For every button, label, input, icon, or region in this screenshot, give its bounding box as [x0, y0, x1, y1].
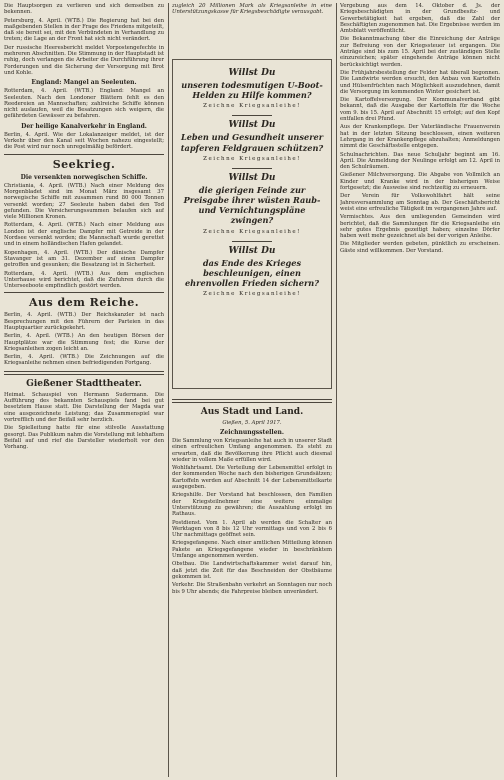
article-text: Kopenhagen, 4. April. (WTB.) Der dänische Dampfer Stavanger ist am 31. Dezember auf einen Dampfer getroffen und gesunken; die Besatzung ist in Sicherheit. [4, 249, 164, 269]
article-text: Wohlfahrtsamt. Die Verteilung der Lebensmittel erfolgt in der kommenden Woche nach den bisherigen Grundsätzen; Kartoffeln werden auf Abschnitt 14 der Lebensmittelkarte ausgegeben. [172, 465, 332, 491]
article-text: Rotterdam, 4. April. (WTB.) England: Mangel an Seeleuten. Nach den Londoner Blättern fehlt es den Reedereien an Mannschaften; zahlreiche Schiffe können nicht auslaufen, weil die Besatzungen sich weigern, die gefährdeten Gewässer zu befahren. [4, 88, 164, 120]
article-text: Obstbau. Die Landwirtschaftskammer weist darauf hin, daß jetzt die Zeit für das Beschneiden der Obstbäume gekommen ist. [172, 561, 332, 580]
column-rule [168, 3, 169, 777]
ad-slogan: Zeichne Kriegsanleihe! [203, 291, 301, 298]
newspaper-page [4, 3, 500, 777]
ad-block [179, 120, 325, 161]
section-title-seekrieg: Seekrieg. [52, 157, 116, 171]
article-text: Berlin, 4. April. Wie der Lokalanzeiger meldet, ist der Verkehr über den Kanal seit Wochen nahezu eingestellt; die Post wird nur noch unregelmäßig befördert. [4, 131, 164, 151]
article-text: Aus der Krankenpflege. Der Vaterländische Frauenverein hat in der letzten Sitzung beschlossen, einen weiteren Lehrgang in der Krankenpflege abzuhalten; Anmeldungen nimmt die Geschäftsstelle entgegen. [340, 124, 500, 150]
section-heading: Der heilige Kanalverkehr in England. [21, 122, 147, 130]
article-text: Vergebung aus dem 14. Oktober d. Js. der Kriegsbeschädigten in der Grundbesitz- und Gewerbetätigkeit hat ergeben, daß die Zahl der Beschäftigten zugenommen hat. Die Ergebnisse werden im Amtsblatt veröffentlicht. [340, 3, 500, 35]
section-heading: Zeichnungsstellen. [220, 429, 284, 436]
article-text: Verkehr. Die Straßenbahn verkehrt an Sonntagen nur noch bis 9 Uhr abends; die Fahrpreise bleiben unverändert. [172, 582, 332, 595]
section-title-reich: Aus dem Reiche. [28, 296, 140, 310]
article-text: Heimat. Schauspiel von Hermann Sudermann. Die Aufführung des bekannten Schauspiels fand bei gut besetztem Hause statt. Die Darstellung der Magda war eine ausgezeichnete Leistung; das Zusammenspiel war vortrefflich und der Beifall sehr herzlich. [4, 391, 164, 423]
article-text: Der Verein für Volkswohlfahrt hält seine Jahresversammlung am Sonntag ab. Der Geschäftsbericht weist eine erfreuliche Tätigkeit im vergangenen Jahre auf. [340, 193, 500, 212]
article-text: zugleich 20 Millionen Mark als Kriegsanleihe in eine Unterstützungskasse für Kriegsbeschädigte verausgabt. [172, 3, 332, 16]
article-text: Die Mitglieder werden gebeten, pünktlich zu erscheinen. Gäste sind willkommen. Der Vorstand. [340, 241, 500, 254]
divider [232, 241, 272, 242]
article-text: Christiania, 4. April. (WTB.) Nach einer Meldung des Morgenbladet sind im Monat März insgesamt 37 norwegische Schiffe mit zusammen rund 80 000 Tonnen versenkt worden; 27 Seeleute haben dabei den Tod gefunden. Die Versicherungssummen belaufen sich auf viele Millionen Kronen. [4, 182, 164, 221]
divider [4, 154, 164, 155]
article-text: Die Hauptsorgen zu verlieren und sich demselben zu bekennen. [4, 3, 164, 16]
ad-block [179, 246, 325, 298]
article-text: Berlin, 4. April. (WTB.) Der Reichskanzler ist nach Besprechungen mit den Führern der Parteien in das Hauptquartier zurückgekehrt. [4, 312, 164, 331]
ad-heading: Willst Du [228, 245, 276, 256]
article-text: Kriegshilfe. Der Vorstand hat beschlossen, den Familien der Kriegsteilnehmer eine weitere einmalige Unterstützung zu gewähren; die Auszahlung erfolgt im Rathaus. [172, 492, 332, 518]
article-text: Die Sammlung von Kriegsanleihe hat auch in unserer Stadt einen erfreulichen Umfang angenommen. Es steht zu erwarten, daß die Bevölkerung ihre Pflicht auch diesmal wieder in vollem Maße erfüllen wird. [172, 438, 332, 463]
ad-question: Leben und Gesundheit unserer tapferen Feldgrauen schützen? [180, 132, 324, 153]
article-text: Der russische Heeresbericht meldet Vorpostengefechte in mehreren Abschnitten. Die Stimmung in der Hauptstadt ist ruhig, doch verlangen die Arbeiter die Durchführung ihrer Forderungen und die Sicherung der Versorgung mit Brot und Kohle. [4, 44, 164, 76]
article-text: Die Frühjahrsbestellung der Felder hat überall begonnen. Die Landwirte werden ersucht, den Anbau von Kartoffeln und Hülsenfrüchten nach Möglichkeit auszudehnen, damit die Versorgung im kommenden Winter gesichert ist. [340, 69, 500, 95]
section-title-local: Aus Stadt und Land. [200, 407, 304, 417]
article-text: Gießener Milchversorgung. Die Abgabe von Vollmilch an Kinder und Kranke wird in der bisherigen Weise fortgesetzt; die Ausweise sind rechtzeitig zu erneuern. [340, 172, 500, 192]
article-text: Rotterdam, 4. April. (WTB.) Aus dem englischen Unterhause wird berichtet, daß die Zufuhren durch die Unterseeboote empfindlich gestört werden. [4, 270, 164, 290]
article-text: Vermischtes. Aus den umliegenden Gemeinden wird berichtet, daß die Sammlungen für die Kriegsanleihe ein sehr gutes Ergebnis gezeitigt haben; einzelne Dörfer haben weit mehr gezeichnet als bei der vorigen Anleihe. [340, 214, 500, 240]
ad-heading: Willst Du [228, 172, 276, 183]
column-right [340, 3, 500, 256]
ad-question: die gierigen Feinde zur Preisgabe ihrer wüsten Raub- und Vernichtungspläne zwingen? [183, 184, 321, 226]
article-text: Berlin, 4. April. (WTB.) Die Zeichnungen auf die Kriegsanleihe nehmen einen befriedigenden Fortgang. [4, 354, 164, 367]
ad-block [179, 68, 325, 109]
article-text: Schulnachrichten. Das neue Schuljahr beginnt am 16. April. Die Anmeldung der Neulinge erfolgt am 12. April in den Schulräumen. [340, 151, 500, 171]
war-loan-advertisement [172, 59, 332, 389]
ad-slogan: Zeichne Kriegsanleihe! [203, 103, 301, 110]
article-text: Die Bekanntmachung über die Einreichung der Anträge zur Befreiung von der Kriegssteuer ist ergangen. Die Anträge sind bis zum 15. April bei der zuständigen Stelle einzureichen; später eingehende Anträge können nicht berücksichtigt werden. [340, 36, 500, 68]
article-text: Kriegsgefangene. Nach einer amtlichen Mitteilung können Pakete an Kriegsgefangene wieder in beschränktem Umfange angenommen werden. [172, 540, 332, 560]
divider [232, 168, 272, 169]
article-text: Berlin, 4. April. (WTB.) An den heutigen Börsen der Hauptplätze war die Stimmung fest; die Kurse der Kriegsanleihen zogen leicht an. [4, 333, 164, 352]
dateline: Gießen, 5. April 1917. [222, 420, 282, 426]
column-middle [172, 3, 332, 777]
divider [4, 371, 164, 375]
ad-heading: Willst Du [228, 120, 276, 131]
section-title-theatre: Gießener Stadttheater. [26, 378, 142, 389]
ad-block [179, 173, 325, 235]
article-text: Petersburg, 4. April. (WTB.) Die Regierung hat bei den maßgebenden Stellen in der Frage des Friedens mitgeteilt, daß sie bereit sei, mit den Verbündeten in Verhandlung zu treten; die Lage an der Front hat sich nicht verändert. [4, 17, 164, 43]
article-text: Postdienst. Vom 1. April ab werden die Schalter an Werktagen von 8 bis 12 Uhr vormittags und von 2 bis 6 Uhr nachmittags geöffnet sein. [172, 519, 332, 539]
divider [232, 115, 272, 116]
divider [172, 399, 332, 403]
ad-slogan: Zeichne Kriegsanleihe! [203, 155, 301, 162]
column-left [4, 3, 164, 452]
divider [4, 292, 164, 293]
section-heading: England: Mangel an Seeleuten. [31, 79, 137, 87]
ad-question: das Ende des Krieges beschleunigen, einen ehrenvollen Frieden sichern? [184, 257, 320, 289]
article-text: Rotterdam, 4. April. (WTB.) Nach einer Meldung aus London ist der englische Dampfer mit Getreide in der Nordsee versenkt worden; die Mannschaft wurde gerettet und in einem holländischen Hafen gelandet. [4, 222, 164, 248]
column-rule [336, 3, 337, 777]
ad-slogan: Zeichne Kriegsanleihe! [203, 228, 301, 235]
ad-question: unseren todesmutigen U-Boot-Helden zu Hilfe kommen? [181, 80, 323, 101]
article-text: Die Kartoffelversorgung. Der Kommunalverband gibt bekannt, daß die Ausgabe der Kartoffeln für die Woche vom 9. bis 15. April auf Abschnitt 15 erfolgt; auf den Kopf entfallen drei Pfund. [340, 97, 500, 123]
section-heading: Die versenkten norwegischen Schiffe. [20, 173, 148, 181]
article-text: Die Spielleitung hatte für eine stilvolle Ausstattung gesorgt. Das Publikum nahm die Vorstellung mit lebhaftem Beifall auf und rief die Darsteller wiederholt vor den Vorhang. [4, 425, 164, 451]
ad-heading: Willst Du [228, 68, 276, 78]
